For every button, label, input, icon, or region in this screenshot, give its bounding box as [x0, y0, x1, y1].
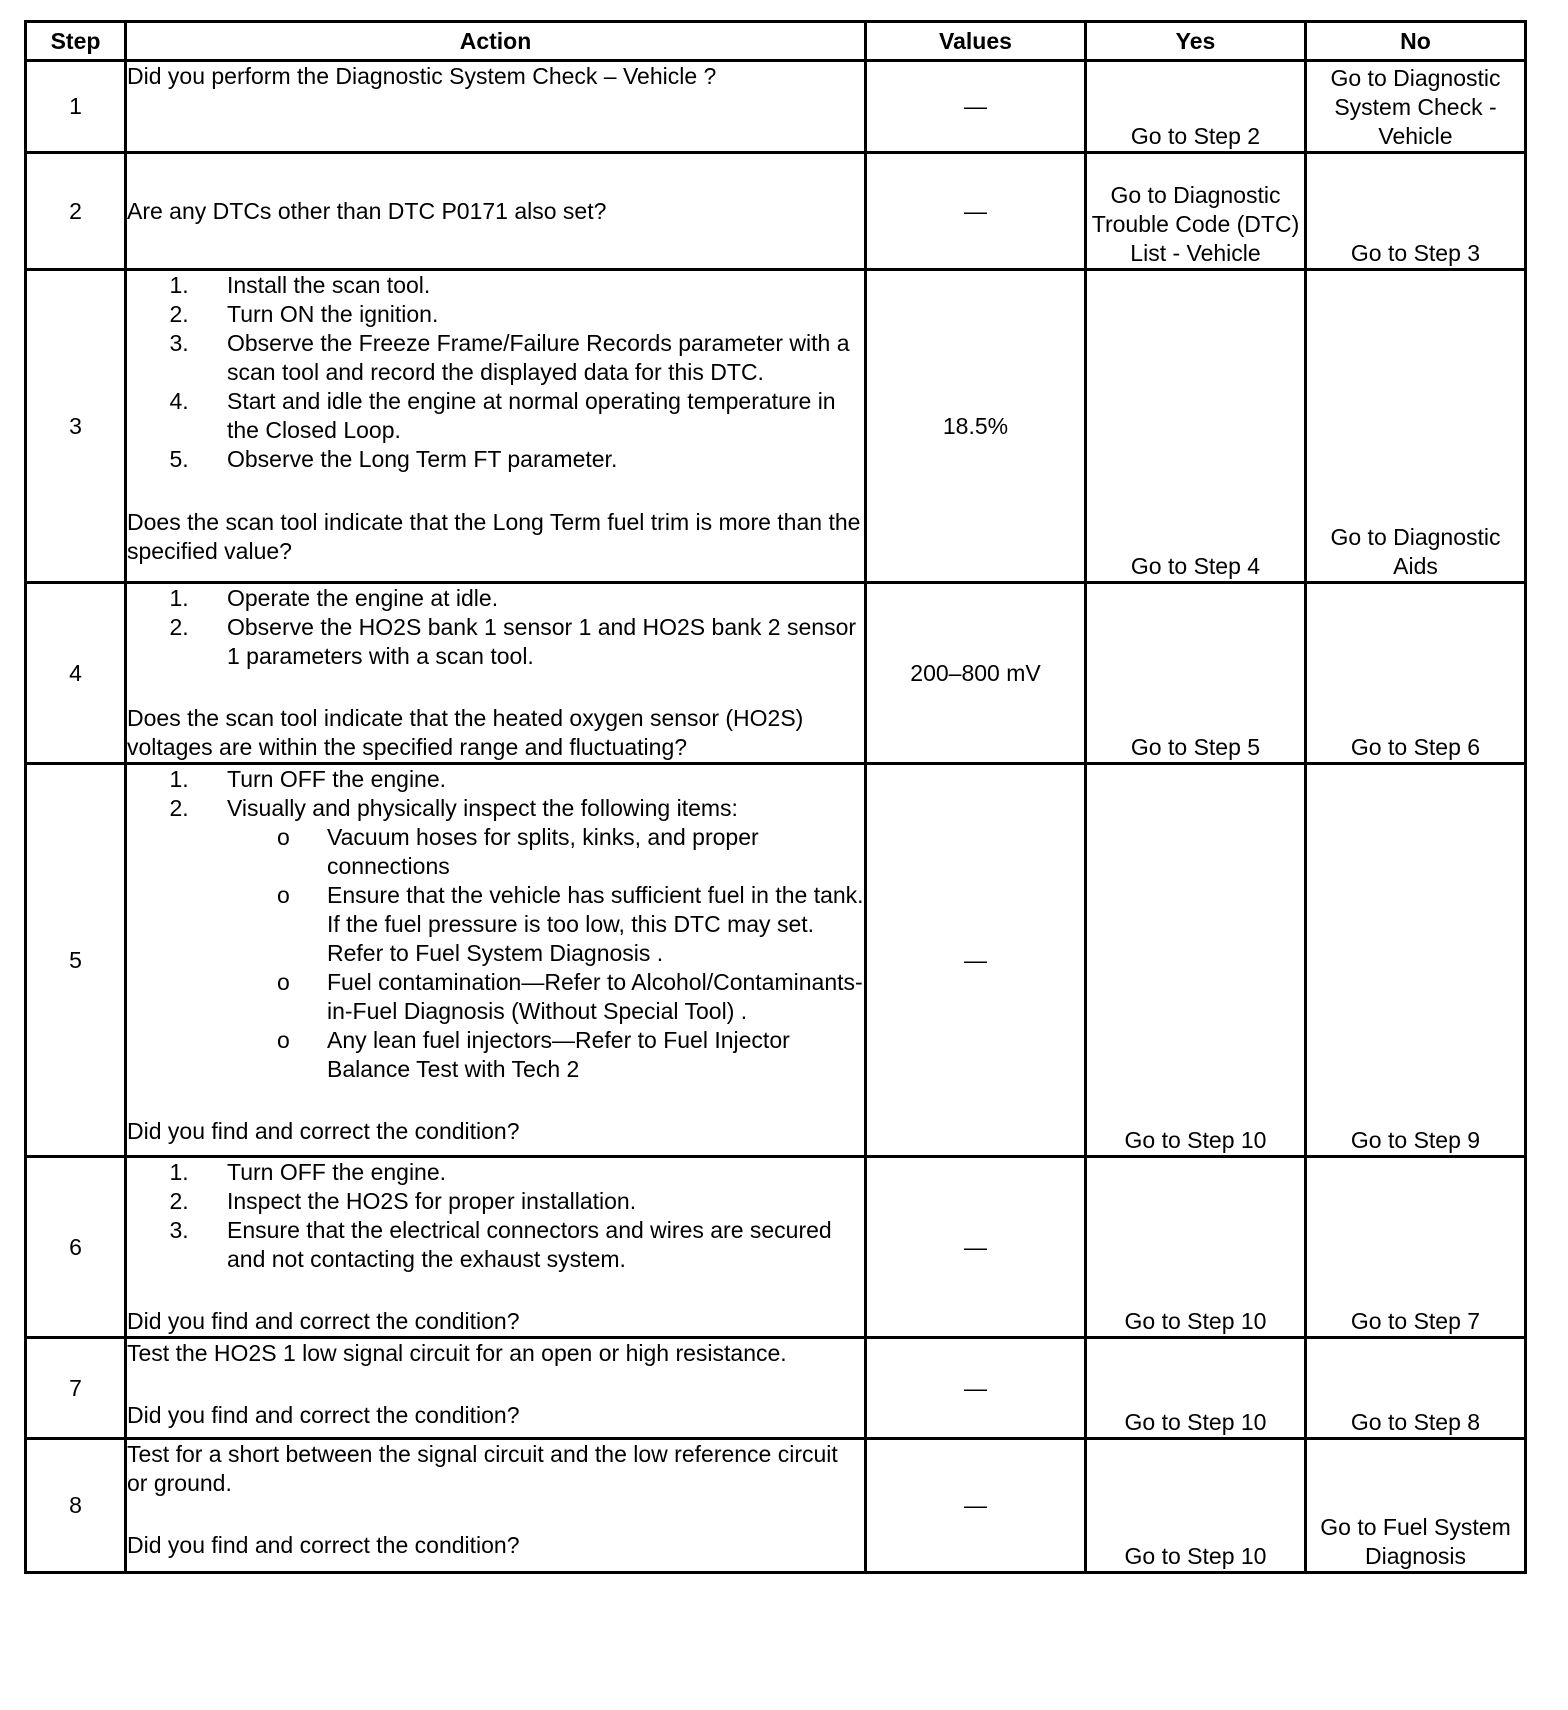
- action-cell: [126, 153, 866, 270]
- yes-cell: Go to Step 2: [1086, 61, 1306, 153]
- action-text: Test the HO2S 1 low signal circuit for an open or high resistance.: [127, 1340, 787, 1366]
- step-number: 6: [26, 1157, 126, 1338]
- value-cell: 18.5%: [866, 270, 1086, 583]
- yes-cell: Go to Step 10: [1086, 764, 1306, 1157]
- step-number: 5: [26, 764, 126, 1157]
- header-values: Values: [866, 22, 1086, 61]
- value-cell: —: [866, 1338, 1086, 1439]
- list-item: 4. Start and idle the engine at normal operating temperature in the Closed Loop.: [227, 387, 864, 445]
- header-no: No: [1306, 22, 1526, 61]
- yes-cell: Go to Step 4: [1086, 270, 1306, 583]
- action-cell: [126, 1439, 866, 1573]
- yes-cell: Go to Step 10: [1086, 1157, 1306, 1338]
- no-cell: Go to Step 9: [1306, 764, 1526, 1157]
- diagnostic-table: [24, 20, 1527, 1574]
- table-row: [26, 764, 1526, 1157]
- value-cell: —: [866, 1439, 1086, 1573]
- list-item: 2. Inspect the HO2S for proper installation.: [227, 1187, 864, 1216]
- table-row: [26, 153, 1526, 270]
- no-cell: Go to Step 8: [1306, 1338, 1526, 1439]
- sub-list-item: o Any lean fuel injectors—Refer to Fuel Injector Balance Test with Tech 2: [327, 1026, 864, 1084]
- action-cell: [126, 61, 866, 153]
- yes-cell: Go to Step 10: [1086, 1439, 1306, 1573]
- list-item: 1. Turn OFF the engine.: [227, 1158, 864, 1187]
- header-row: [26, 22, 1526, 61]
- value-cell: —: [866, 1157, 1086, 1338]
- action-cell: [126, 1157, 866, 1338]
- table-row: [26, 1338, 1526, 1439]
- action-cell: [126, 583, 866, 764]
- no-cell: Go to Step 3: [1306, 153, 1526, 270]
- step-number: 8: [26, 1439, 126, 1573]
- value-cell: —: [866, 61, 1086, 153]
- list-item: 1. Turn OFF the engine.: [227, 765, 864, 794]
- table-row: [26, 583, 1526, 764]
- table-row: [26, 61, 1526, 153]
- no-cell: Go to Step 6: [1306, 583, 1526, 764]
- action-question: Did you find and correct the condition?: [127, 1402, 520, 1428]
- sub-list-item: o Fuel contamination—Refer to Alcohol/Contaminants-in-Fuel Diagnosis (Without Special Tool) .: [327, 968, 864, 1026]
- step-number: 4: [26, 583, 126, 764]
- table-row: [26, 1439, 1526, 1573]
- list-item: 1. Install the scan tool.: [227, 271, 864, 300]
- value-cell: —: [866, 764, 1086, 1157]
- list-item: 3. Ensure that the electrical connectors and wires are secured and not contacting the exhaust system.: [227, 1216, 864, 1274]
- action-question: Did you find and correct the condition?: [127, 1308, 520, 1334]
- action-cell: [126, 270, 866, 583]
- instruction-list: [127, 584, 864, 671]
- sub-list-item: o Ensure that the vehicle has sufficient fuel in the tank. If the fuel pressure is too low, this DTC may set. Refer to Fuel System Diagnosis .: [327, 881, 864, 968]
- list-item: 1. Operate the engine at idle.: [227, 584, 864, 613]
- action-text: Did you perform the Diagnostic System Check – Vehicle ?: [127, 63, 717, 89]
- yes-cell: Go to Step 10: [1086, 1338, 1306, 1439]
- header-yes: Yes: [1086, 22, 1306, 61]
- action-text: Are any DTCs other than DTC P0171 also set?: [127, 197, 607, 224]
- action-text: Test for a short between the signal circuit and the low reference circuit or ground.: [127, 1441, 838, 1496]
- action-cell: [126, 1338, 866, 1439]
- no-cell: Go to Diagnostic System Check - Vehicle: [1306, 61, 1526, 153]
- yes-cell: Go to Diagnostic Trouble Code (DTC) List - Vehicle: [1086, 153, 1306, 270]
- header-action: Action: [126, 22, 866, 61]
- instruction-list: [127, 1158, 864, 1274]
- action-question: Did you find and correct the condition?: [127, 1118, 520, 1144]
- list-item: 3. Observe the Freeze Frame/Failure Records parameter with a scan tool and record the displayed data for this DTC.: [227, 329, 864, 387]
- value-cell: 200–800 mV: [866, 583, 1086, 764]
- yes-cell: Go to Step 5: [1086, 583, 1306, 764]
- action-question: Does the scan tool indicate that the heated oxygen sensor (HO2S) voltages are within the specified range and fluctuating?: [127, 705, 804, 760]
- list-item: [227, 794, 864, 1084]
- action-cell: [126, 764, 866, 1157]
- list-item: 5. Observe the Long Term FT parameter.: [227, 445, 864, 474]
- no-cell: Go to Diagnostic Aids: [1306, 270, 1526, 583]
- no-cell: Go to Fuel System Diagnosis: [1306, 1439, 1526, 1573]
- step-number: 7: [26, 1338, 126, 1439]
- header-step: Step: [26, 22, 126, 61]
- value-cell: —: [866, 153, 1086, 270]
- step-number: 1: [26, 61, 126, 153]
- table-row: [26, 1157, 1526, 1338]
- action-question: Did you find and correct the condition?: [127, 1532, 520, 1558]
- list-item-text: Visually and physically inspect the following items:: [227, 795, 738, 821]
- inspection-list: [227, 823, 864, 1084]
- step-number: 3: [26, 270, 126, 583]
- table-row: [26, 270, 1526, 583]
- step-number: 2: [26, 153, 126, 270]
- instruction-list: [127, 765, 864, 1084]
- sub-list-item: o Vacuum hoses for splits, kinks, and proper connections: [327, 823, 864, 881]
- action-question: Does the scan tool indicate that the Long Term fuel trim is more than the specified value?: [127, 509, 861, 564]
- list-item: 2. Turn ON the ignition.: [227, 300, 864, 329]
- instruction-list: [127, 271, 864, 474]
- no-cell: Go to Step 7: [1306, 1157, 1526, 1338]
- list-item: 2. Observe the HO2S bank 1 sensor 1 and HO2S bank 2 sensor 1 parameters with a scan tool.: [227, 613, 864, 671]
